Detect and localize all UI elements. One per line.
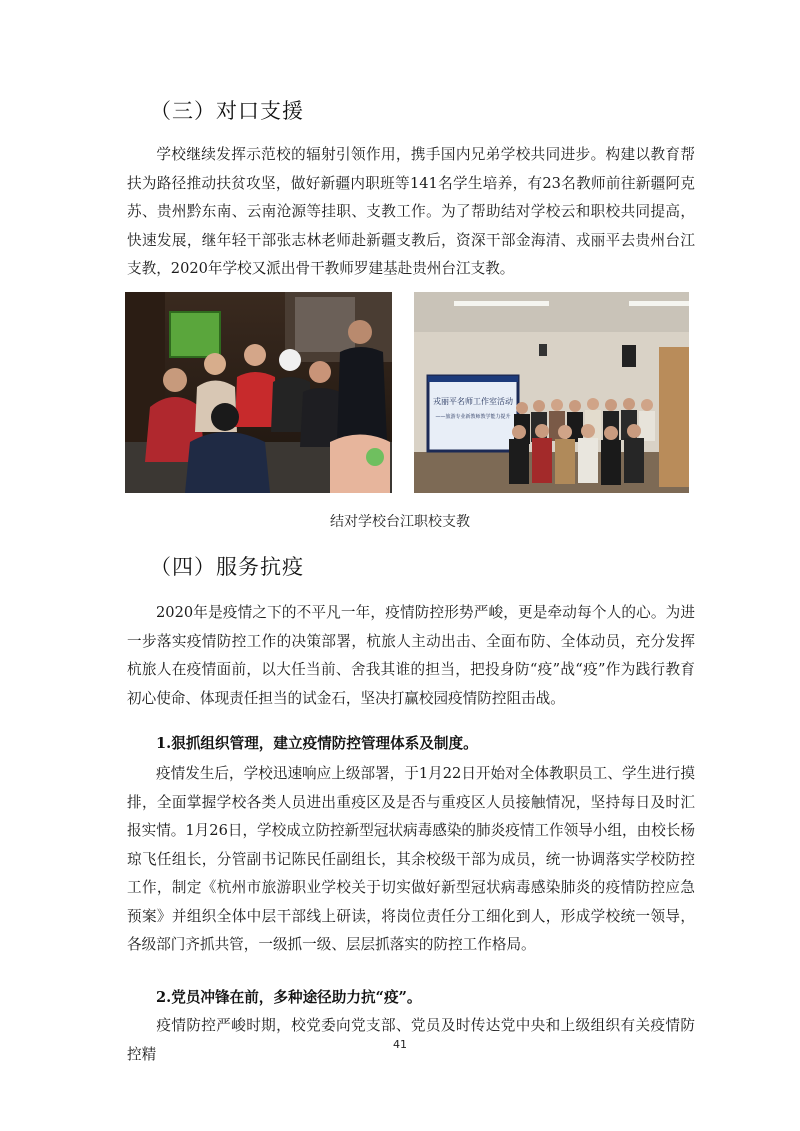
workshop-group-photo: [414, 292, 689, 493]
point1-title: 1.狠抓组织管理，建立疫情防控管理体系及制度。: [156, 735, 478, 752]
section-heading-support: （三）对口支援: [150, 99, 304, 123]
slide-subtitle-text: ——旅游专业新教师教学能力提升: [435, 414, 511, 420]
section-heading-epidemic: （四）服务抗疫: [150, 555, 304, 579]
photo-caption: 结对学校台江职校支教: [330, 514, 470, 530]
home-visit-photo: [125, 292, 392, 493]
point1-paragraph: 疫情发生后，学校迅速响应上级部署，于1月22日开始对全体教职员工、学生进行摸排，全面掌握学校各类人员进出重疫区及是否与重疫区人员接触情况，坚持每日及时汇报实情。1月26日，学校成立防控新型冠状病毒感染的肺炎疫情工作领导小组，由校长杨琼飞任组长，分管副书记陈民任副组长，其余校级干部为成员，统一协调落实学校防控工作，制定《杭州市旅游职业学校关于切实做好新型冠状病毒感染肺炎的疫情防控应急预案》并组织全体中层干部线上研读，将岗位责任分工细化到人，形成学校统一领导，各级部门齐抓共管，一级抓一级、层层抓落实的防控工作格局。: [127, 765, 695, 953]
support-paragraph: 学校继续发挥示范校的辐射引领作用，携手国内兄弟学校共同进步。构建以教育帮扶为路径推动扶贫攻坚，做好新疆内职班等141名学生培养，有23名教师前往新疆阿克苏、贵州黔东南、云南沧源等挂职、支教工作。为了帮助结对学校云和职校共同提高，快速发展，继年轻干部张志林老师赴新疆支教后，资深干部金海清、戎丽平去贵州台江支教，2020年学校又派出骨干教师罗建基赴贵州台江支教。: [127, 146, 695, 277]
point2-paragraph: 疫情防控严峻时期，校党委向党支部、党员及时传达党中央和上级组织有关疫情防控精: [127, 1017, 695, 1063]
page-number: 41: [393, 1038, 407, 1051]
epidemic-intro-paragraph: 2020年是疫情之下的不平凡一年，疫情防控形势严峻，更是牵动每个人的心。为进一步落实疫情防控工作的决策部署，杭旅人主动出击、全面布防、全体动员，充分发挥杭旅人在疫情面前，以大任当前、舍我其谁的担当，把投身防“疫”战“疫”作为践行教育初心使命、体现责任担当的试金石，坚决打赢校园疫情防控阻击战。: [127, 604, 695, 707]
point2-title: 2.党员冲锋在前，多种途径助力抗“疫”。: [156, 989, 422, 1006]
slide-title-text: 戎丽平名师工作室活动: [433, 397, 513, 406]
